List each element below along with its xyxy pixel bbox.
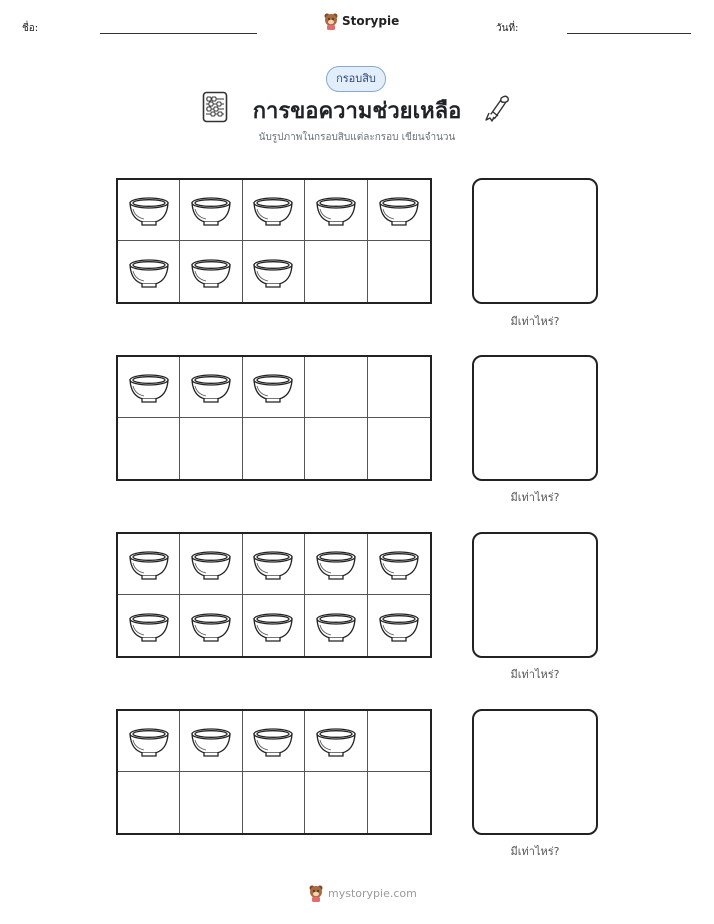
ten-frame-cell bbox=[118, 534, 180, 595]
ten-frame-cell bbox=[180, 772, 242, 833]
footer-site: mystorypie.com bbox=[328, 886, 417, 900]
ten-frame-cell bbox=[305, 241, 367, 302]
footer bbox=[308, 884, 417, 902]
worksheet-tag: กรอบสิบ bbox=[326, 66, 386, 92]
answer-box-2[interactable] bbox=[472, 355, 598, 481]
bowl-icon bbox=[127, 546, 171, 582]
ten-frame-3 bbox=[116, 532, 432, 658]
bowl-icon bbox=[189, 192, 233, 228]
bowl-icon bbox=[189, 369, 233, 405]
ten-frame-cell bbox=[243, 711, 305, 772]
ten-frame-cell bbox=[180, 357, 242, 418]
ten-frame-cell bbox=[180, 534, 242, 595]
answer-box-3[interactable] bbox=[472, 532, 598, 658]
scroll-icon bbox=[483, 92, 513, 122]
bowl-icon bbox=[127, 192, 171, 228]
ten-frame-cell bbox=[368, 534, 430, 595]
page-title: การขอความช่วยเหลือ bbox=[252, 99, 462, 124]
how-many-label-4: มีเท่าไหร่? bbox=[510, 845, 560, 858]
ten-frame-1 bbox=[116, 178, 432, 304]
ten-frame-cell bbox=[368, 711, 430, 772]
ten-frame-cell bbox=[243, 180, 305, 241]
storypie-logo bbox=[323, 12, 399, 30]
ten-frame-cell bbox=[368, 772, 430, 833]
bowl-icon bbox=[189, 608, 233, 644]
ten-frame-cell bbox=[305, 534, 367, 595]
bowl-icon bbox=[377, 608, 421, 644]
date-field[interactable] bbox=[567, 33, 691, 34]
bowl-icon bbox=[127, 254, 171, 290]
ten-frame-cell bbox=[180, 180, 242, 241]
bowl-icon bbox=[189, 254, 233, 290]
ten-frame-cell bbox=[305, 711, 367, 772]
bowl-icon bbox=[251, 192, 295, 228]
ten-frame-cell bbox=[305, 180, 367, 241]
answer-box-1[interactable] bbox=[472, 178, 598, 304]
ten-frame-cell bbox=[368, 357, 430, 418]
how-many-label-2: มีเท่าไหร่? bbox=[510, 491, 560, 504]
ten-frame-cell bbox=[243, 772, 305, 833]
bowl-icon bbox=[314, 192, 358, 228]
how-many-label-3: มีเท่าไหร่? bbox=[510, 668, 560, 681]
name-label: ชื่อ: bbox=[22, 23, 39, 34]
ten-frame-cell bbox=[368, 180, 430, 241]
ten-frame-cell bbox=[118, 711, 180, 772]
bowl-icon bbox=[251, 608, 295, 644]
name-field[interactable] bbox=[100, 33, 257, 34]
answer-box-4[interactable] bbox=[472, 709, 598, 835]
ten-frame-cell bbox=[180, 711, 242, 772]
date-label: วันที่: bbox=[496, 23, 519, 34]
ten-frame-cell bbox=[180, 241, 242, 302]
bowl-icon bbox=[314, 723, 358, 759]
bowl-icon bbox=[251, 369, 295, 405]
ten-frame-cell bbox=[243, 534, 305, 595]
bowl-icon bbox=[377, 546, 421, 582]
ten-frame-cell bbox=[305, 418, 367, 479]
bowl-icon bbox=[314, 546, 358, 582]
ten-frame-cell bbox=[118, 357, 180, 418]
ten-frame-4 bbox=[116, 709, 432, 835]
ten-frame-cell bbox=[243, 241, 305, 302]
bear-mascot-icon bbox=[323, 12, 339, 30]
ten-frame-cell bbox=[305, 595, 367, 656]
ten-frame-cell bbox=[243, 357, 305, 418]
bowl-icon bbox=[251, 254, 295, 290]
how-many-label-1: มีเท่าไหร่? bbox=[510, 315, 560, 328]
ten-frame-cell bbox=[180, 418, 242, 479]
bowl-icon bbox=[314, 608, 358, 644]
bowl-icon bbox=[251, 723, 295, 759]
ten-frame-cell bbox=[118, 595, 180, 656]
ten-frame-cell bbox=[118, 418, 180, 479]
bowl-icon bbox=[127, 369, 171, 405]
bowl-icon bbox=[189, 546, 233, 582]
ten-frame-cell bbox=[368, 418, 430, 479]
ten-frame-cell bbox=[243, 595, 305, 656]
ten-frame-cell bbox=[305, 772, 367, 833]
bowl-icon bbox=[127, 608, 171, 644]
bowl-icon bbox=[189, 723, 233, 759]
ten-frame-cell bbox=[305, 357, 367, 418]
ten-frame-cell bbox=[118, 241, 180, 302]
instructions: นับรูปภาพในกรอบสิบแต่ละกรอบ เขียนจำนวน bbox=[258, 132, 456, 143]
ten-frame-cell bbox=[118, 180, 180, 241]
ten-frame-cell bbox=[243, 418, 305, 479]
bowl-icon bbox=[377, 192, 421, 228]
ten-frame-cell bbox=[180, 595, 242, 656]
brand-name: Storypie bbox=[342, 14, 400, 28]
bowl-icon bbox=[251, 546, 295, 582]
ten-frame-2 bbox=[116, 355, 432, 481]
abacus-icon bbox=[202, 91, 228, 123]
bowl-icon bbox=[127, 723, 171, 759]
ten-frame-cell bbox=[368, 241, 430, 302]
ten-frame-cell bbox=[368, 595, 430, 656]
ten-frame-cell bbox=[118, 772, 180, 833]
bear-mascot-icon bbox=[308, 884, 324, 902]
